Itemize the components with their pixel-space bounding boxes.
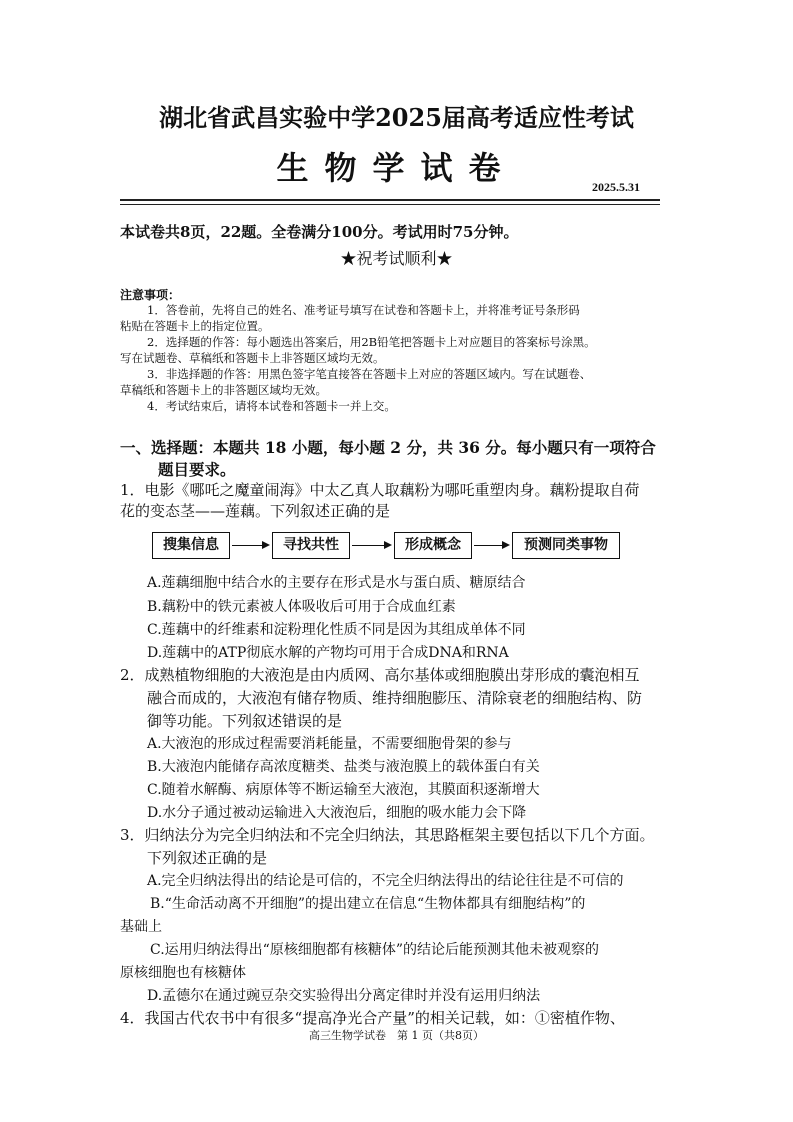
question-2-option-d: D.水分子通过被动运输进入大液泡后，细胞的吸水能力会下降: [147, 805, 527, 821]
question-3-option-c-cont: 原核细胞也有核糖体: [120, 965, 246, 981]
question-3-stem: 3．归纳法分为完全归纳法和不完全归纳法，其思路框架主要包括以下几个方面。: [120, 826, 655, 844]
notice-line: 写在试题卷、草稿纸和答题卡上非答题区域均无效。: [120, 351, 385, 365]
notice-line: 草稿纸和答题卡上的非答题区域均无效。: [120, 383, 327, 397]
question-2-stem: 2．成熟植物细胞的大液泡是由内质网、高尔基体或细胞膜出芽形成的囊泡相互: [120, 666, 640, 684]
exam-title: 湖北省武昌实验中学2025届高考适应性考试: [159, 103, 634, 132]
question-3-option-c: C.运用归纳法得出“原核细胞都有核糖体”的结论后能预测其他未被观察的: [150, 942, 599, 958]
good-luck-banner: ★祝考试顺利★: [340, 249, 453, 268]
flow-box-concept: 形成概念: [394, 532, 472, 559]
question-2-option-b: B.大液泡内能储存高浓度糖类、盐类与液泡膜上的载体蛋白有关: [147, 759, 540, 775]
flow-arrow: [474, 545, 508, 546]
notice-line: 1．答卷前，先将自己的姓名、准考证号填写在试卷和答题卡上，并将准考证号条形码: [147, 303, 580, 317]
question-4-stem: 4．我国古代农书中有很多“提高净光合产量”的相关记载，如：①密植作物、: [120, 1009, 625, 1027]
flow-arrow: [232, 545, 268, 546]
question-1-stem: 1．电影《哪吒之魔童闹海》中太乙真人取藕粉为哪吒重塑肉身。藕粉提取自荷: [120, 481, 640, 499]
notice-line: 3．非选择题的作答：用黑色签字笔直接答在答题卡上对应的答题区域内。写在试题卷、: [147, 367, 592, 381]
question-3-option-d: D.孟德尔在通过豌豆杂交实验得出分离定律时并没有运用归纳法: [147, 988, 541, 1004]
section-heading: 一、选择题：本题共 18 小题，每小题 2 分，共 36 分。每小题只有一项符合: [120, 438, 656, 457]
exam-date: 2025.5.31: [592, 180, 640, 194]
question-2-option-c: C.随着水解酶、病原体等不断运输至大液泡，其膜面积逐渐增大: [147, 782, 540, 798]
question-1-option-c: C.莲藕中的纤维素和淀粉理化性质不同是因为其组成单体不同: [147, 622, 526, 638]
question-1-option-d: D.莲藕中的ATP彻底水解的产物均可用于合成DNA和RNA: [147, 645, 509, 661]
notice-line: 粘贴在答题卡上的指定位置。: [120, 319, 270, 333]
flow-arrow: [352, 545, 390, 546]
notice-line: 2．选择题的作答：每小题选出答案后，用2B铅笔把答题卡上对应题目的答案标号涂黑。: [147, 335, 596, 349]
question-1-option-a: A.莲藕细胞中结合水的主要存在形式是水与蛋白质、糖原结合: [147, 575, 526, 591]
header-rule-thick: [120, 199, 660, 201]
question-3-option-a: A.完全归纳法得出的结论是可信的，不完全归纳法得出的结论往往是不可信的: [147, 873, 624, 889]
question-1-stem-cont: 花的变态茎——莲藕。下列叙述正确的是: [120, 502, 391, 520]
flow-diagram: [152, 528, 622, 562]
header-rule-thin: [120, 204, 660, 205]
question-2-stem-cont: 融合而成的，大液泡有储存物质、维持细胞膨压、清除衰老的细胞结构、防: [147, 689, 643, 707]
question-3-option-b: B.“生命活动离不开细胞”的提出建立在信息“生物体都具有细胞结构”的: [150, 896, 586, 912]
flow-box-collect: 搜集信息: [152, 532, 230, 559]
notice-line: 4．考试结束后，请将本试卷和答题卡一并上交。: [147, 399, 396, 413]
exam-info: 本试卷共8页，22题。全卷满分100分。考试用时75分钟。: [120, 223, 519, 241]
question-2-stem-cont: 御等功能。下列叙述错误的是: [147, 712, 343, 730]
question-2-option-a: A.大液泡的形成过程需要消耗能量，不需要细胞骨架的参与: [147, 736, 512, 752]
question-3-stem-cont: 下列叙述正确的是: [147, 849, 268, 867]
question-3-option-b-cont: 基础上: [120, 919, 162, 935]
notice-title: 注意事项：: [120, 288, 181, 302]
flow-box-common: 寻找共性: [272, 532, 350, 559]
section-heading-cont: 题目要求。: [158, 460, 236, 479]
subject-title: 生物学试卷: [276, 149, 517, 187]
page-footer: 高三生物学试卷 第 1 页（共8页）: [309, 1029, 484, 1042]
question-1-option-b: B.藕粉中的铁元素被人体吸收后可用于合成血红素: [147, 599, 456, 615]
flow-box-predict: 预测同类事物: [512, 532, 620, 559]
